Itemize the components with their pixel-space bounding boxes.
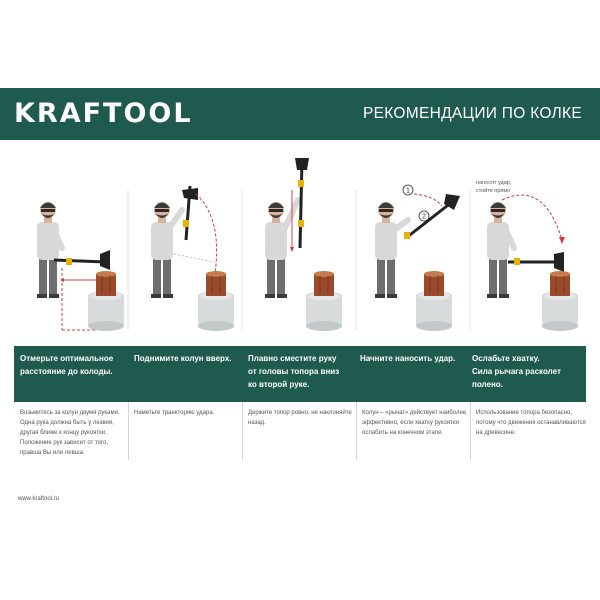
- step-4-title: Начните наносить удар.: [360, 354, 456, 363]
- note-line-1: наносят удар,: [476, 180, 512, 186]
- step-3-description: Держите топор ровно, не наклоняйте назад.: [248, 410, 352, 426]
- scene-slide-hand: [265, 158, 342, 331]
- column-divider: [242, 402, 243, 460]
- step-1-title: Отмерьте оптимальное расстояние до колоды.: [20, 354, 114, 376]
- scene-measure: [37, 202, 124, 331]
- header-banner: [0, 88, 600, 140]
- illustration-svg: [14, 150, 586, 346]
- step-3-title: Плавно сместите руку от головы топора вниз ко второй руке.: [248, 354, 340, 389]
- scene-strike: [375, 185, 460, 331]
- step-4-description: Колун – «рычаг» действует наиболее эффективно, если хватку рукоятки ослабить на конечном этапе.: [362, 410, 467, 436]
- scene-release: [476, 180, 578, 331]
- scene-lift: [151, 186, 234, 331]
- kraftool-logo: [14, 99, 193, 129]
- column-divider: [128, 402, 129, 460]
- step-5-title: Ослабьте хватку. Сила рычага расколет полено.: [472, 354, 561, 389]
- steps-title-bar: [14, 346, 586, 402]
- page-title: РЕКОМЕНДАЦИИ ПО КОЛКЕ: [362, 105, 582, 122]
- step-5-description: Использование топора безопасно, потому что движения останавливаются на древесине.: [476, 410, 586, 436]
- column-divider: [356, 402, 357, 460]
- illustration-strip: [14, 150, 586, 346]
- logo-text: KRAFTOOL: [14, 98, 193, 129]
- step-2-title: Поднимите колун вверх.: [134, 354, 232, 363]
- step-marker-1: 1: [406, 187, 410, 195]
- step-2-description: Наметьте траекторию удара.: [134, 410, 215, 416]
- step-1-description: Возьмитесь за колун двумя руками. Одна рука должна быть у лезвия, другая ближе к концу рукоятки. Положение рук зависит от того, правша Вы или левша.: [20, 410, 120, 456]
- column-divider: [470, 402, 471, 460]
- footer-url[interactable]: www.kraftool.ru: [18, 496, 60, 502]
- step-marker-2: 2: [422, 213, 426, 221]
- note-line-2: стойте прямо: [476, 188, 511, 194]
